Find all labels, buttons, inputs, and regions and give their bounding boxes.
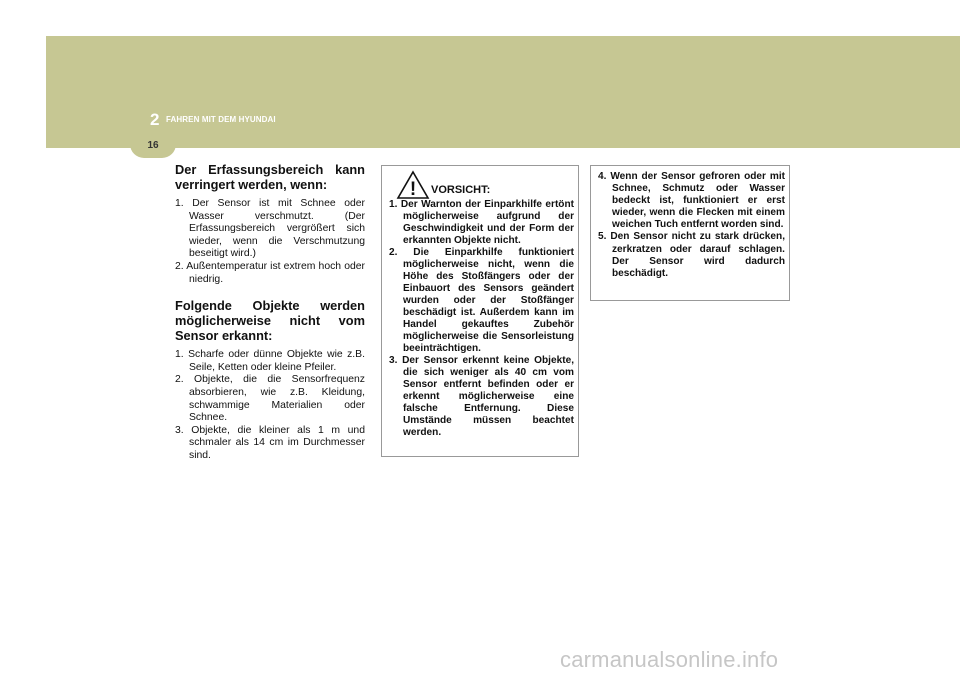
list-item: 1. Scharfe oder dünne Objekte wie z.B. Seile, Ketten oder kleine Pfeiler. xyxy=(175,349,365,373)
warning-triangle-icon xyxy=(396,170,430,200)
caution-list xyxy=(389,199,574,439)
caution-box xyxy=(381,165,579,457)
page-number: 16 xyxy=(147,140,159,151)
chapter-title: FAHREN MIT DEM HYUNDAI xyxy=(166,115,276,124)
list-item: 1. Der Sensor ist mit Schnee oder Wasser verschmutzt. (Der Erfassungsbereich vergrößert sich wieder, wenn die Verschmutzung beseitigt wird.) xyxy=(175,198,365,260)
list-item: 2. Die Einparkhilfe funktioniert möglicherweise nicht, wenn die Höhe des Stoßfängers oder der Einbauort des Sensors geändert wurden oder der Stoßfänger beschädigt ist. Außerdem kann im Handel gekauftes Zubehör möglicherweise die Sensorleistung beeinträchtigen. xyxy=(389,247,574,354)
chapter-number: 2 xyxy=(150,110,160,129)
objects-list xyxy=(175,349,365,462)
section-heading-objects: Folgende Objekte werden möglicherweise nicht vom Sensor erkannt: xyxy=(175,298,365,344)
range-list xyxy=(175,198,365,286)
list-item: 3. Objekte, die kleiner als 1 m und schmaler als 14 cm im Durchmesser sind. xyxy=(175,424,365,461)
list-item: 1. Der Warnton der Einparkhilfe ertönt möglicherweise aufgrund der Geschwindigkeit und der Form der erkannten Objekte nicht. xyxy=(389,199,574,246)
list-item: 2. Außentemperatur ist extrem hoch oder niedrig. xyxy=(175,260,365,285)
warning-symbol: ! xyxy=(409,179,417,200)
notice-box xyxy=(590,165,790,301)
list-item: 2. Objekte, die die Sensorfrequenz absorbieren, wie z.B. Kleidung, schwammige Materialien oder Schnee. xyxy=(175,374,365,424)
list-item: 4. Wenn der Sensor gefroren oder mit Schnee, Schmutz oder Wasser bedeckt ist, funktioniert er erst wieder, wenn die Flecken mit einem weichen Tuch entfernt worden sind. xyxy=(598,171,785,231)
list-item: 5. Den Sensor nicht zu stark drücken, zerkratzen oder darauf schlagen. Der Sensor wird dadurch beschädigt. xyxy=(598,231,785,279)
notice-list xyxy=(598,171,785,280)
left-column xyxy=(175,162,365,463)
list-item: 3. Der Sensor erkennt keine Objekte, die sich weniger als 40 cm vom Sensor entfernt befinden oder er erkennt möglicherweise eine falsche Entfernung. Diese Umstände müssen beachtet werden. xyxy=(389,355,574,438)
header-band xyxy=(46,36,960,148)
caution-title: VORSICHT: xyxy=(431,184,491,196)
section-heading-range: Der Erfassungsbereich kann verringert werden, wenn: xyxy=(175,162,365,192)
watermark-text: carmanualsonline.info xyxy=(560,647,779,672)
